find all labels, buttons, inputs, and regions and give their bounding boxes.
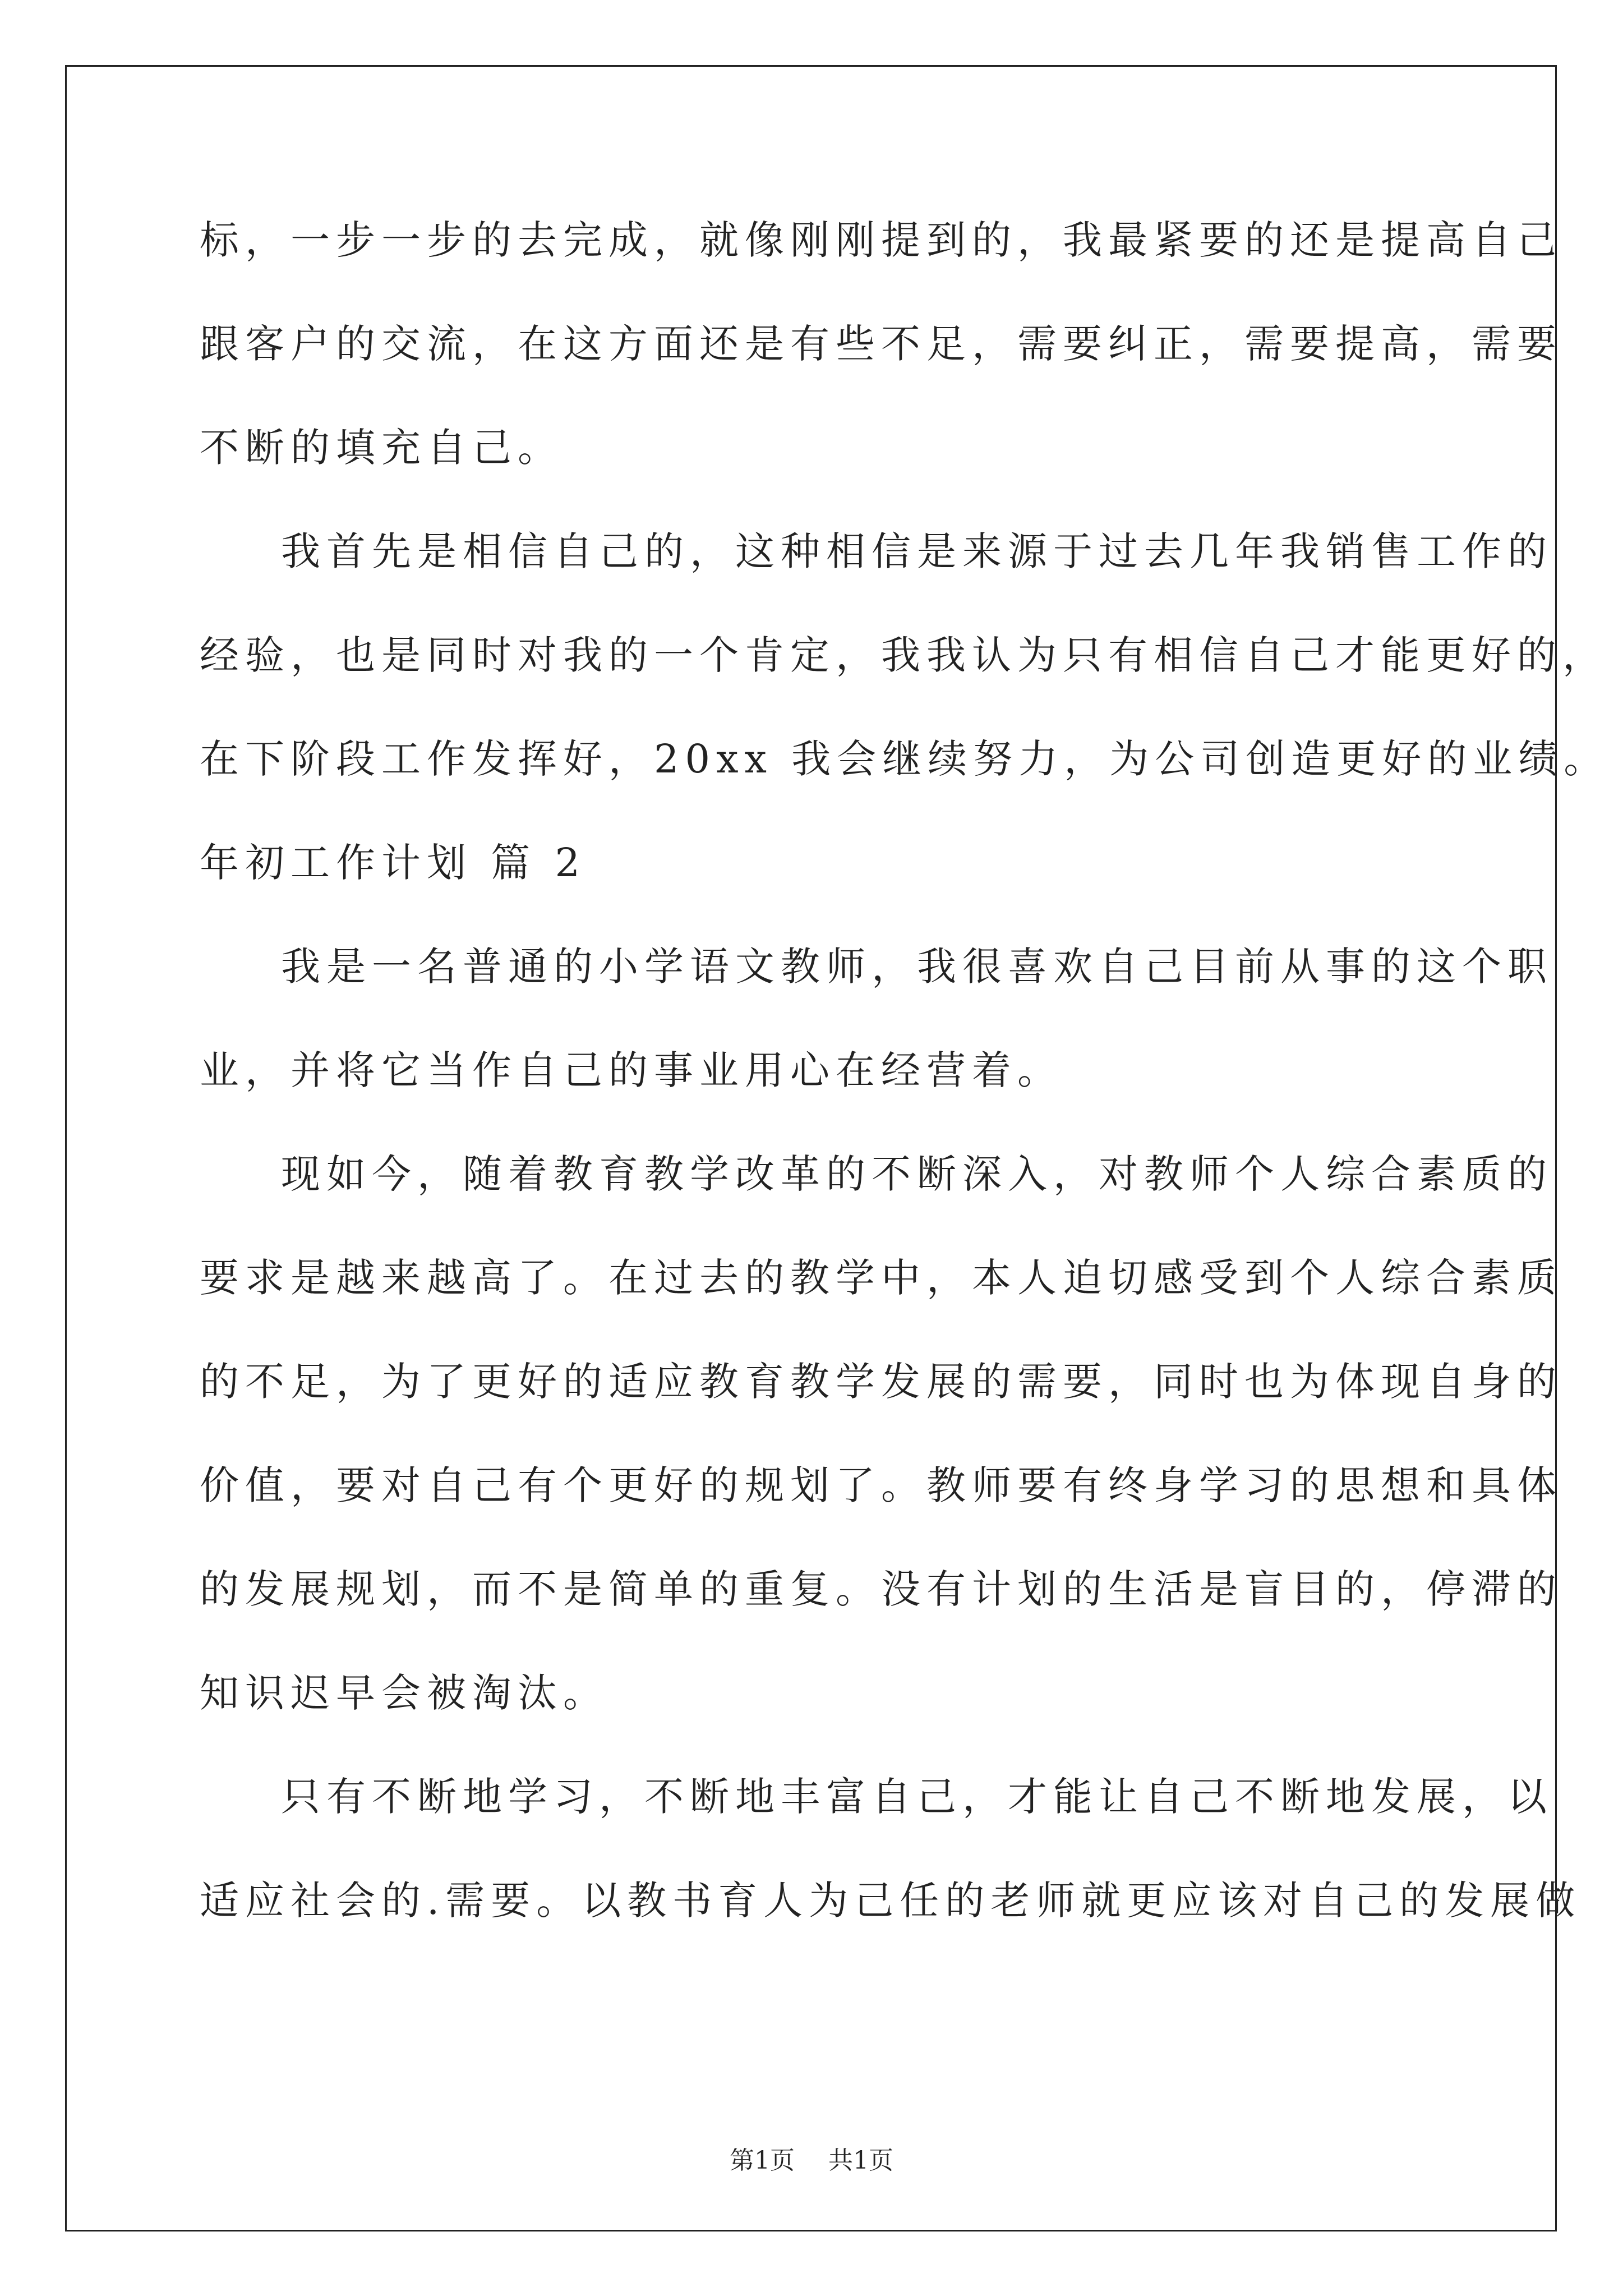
text-line: 业，并将它当作自己的事业用心在经营着。	[200, 1047, 1063, 1093]
page-footer	[0, 2140, 1623, 2176]
text-line: 我是一名普通的小学语文教师，我很喜欢自己目前从事的这个职	[281, 944, 1553, 990]
text-line: 价值，要对自己有个更好的规划了。教师要有终身学习的思想和具体	[200, 1462, 1562, 1508]
text-line: 经验，也是同时对我的一个肯定，我我认为只有相信自己才能更好的，	[200, 632, 1608, 678]
text-line: 我首先是相信自己的，这种相信是来源于过去几年我销售工作的	[281, 528, 1553, 574]
text-line: 适应社会的.需要。以教书育人为己任的老师就更应该对自己的发展做	[200, 1878, 1581, 1924]
text-line: 在下阶段工作发挥好，20xx 我会继续努力，为公司创造更好的业绩。	[200, 736, 1610, 782]
text-line: 的发展规划，而不是简单的重复。没有计划的生活是盲目的，停滞的	[200, 1566, 1562, 1612]
text-line: 现如今，随着教育教学改革的不断深入，对教师个人综合素质的	[281, 1151, 1553, 1197]
text-line: 的不足，为了更好的适应教育教学发展的需要，同时也为体现自身的	[200, 1359, 1562, 1405]
text-line: 跟客户的交流，在这方面还是有些不足，需要纠正，需要提高，需要	[200, 321, 1562, 367]
page-total: 共1页	[828, 2146, 893, 2175]
text-line: 知识迟早会被淘汰。	[200, 1670, 608, 1716]
text-line: 不断的填充自己。	[200, 425, 563, 471]
text-line: 要求是越来越高了。在过去的教学中，本人迫切感受到个人综合素质	[200, 1255, 1562, 1301]
text-line: 只有不断地学习，不断地丰富自己，才能让自己不断地发展，以	[281, 1774, 1553, 1820]
section-heading: 年初工作计划 篇 2	[200, 840, 587, 886]
text-line: 标，一步一步的去完成，就像刚刚提到的，我最紧要的还是提高自己	[200, 217, 1562, 263]
page-number: 第1页	[730, 2146, 795, 2175]
